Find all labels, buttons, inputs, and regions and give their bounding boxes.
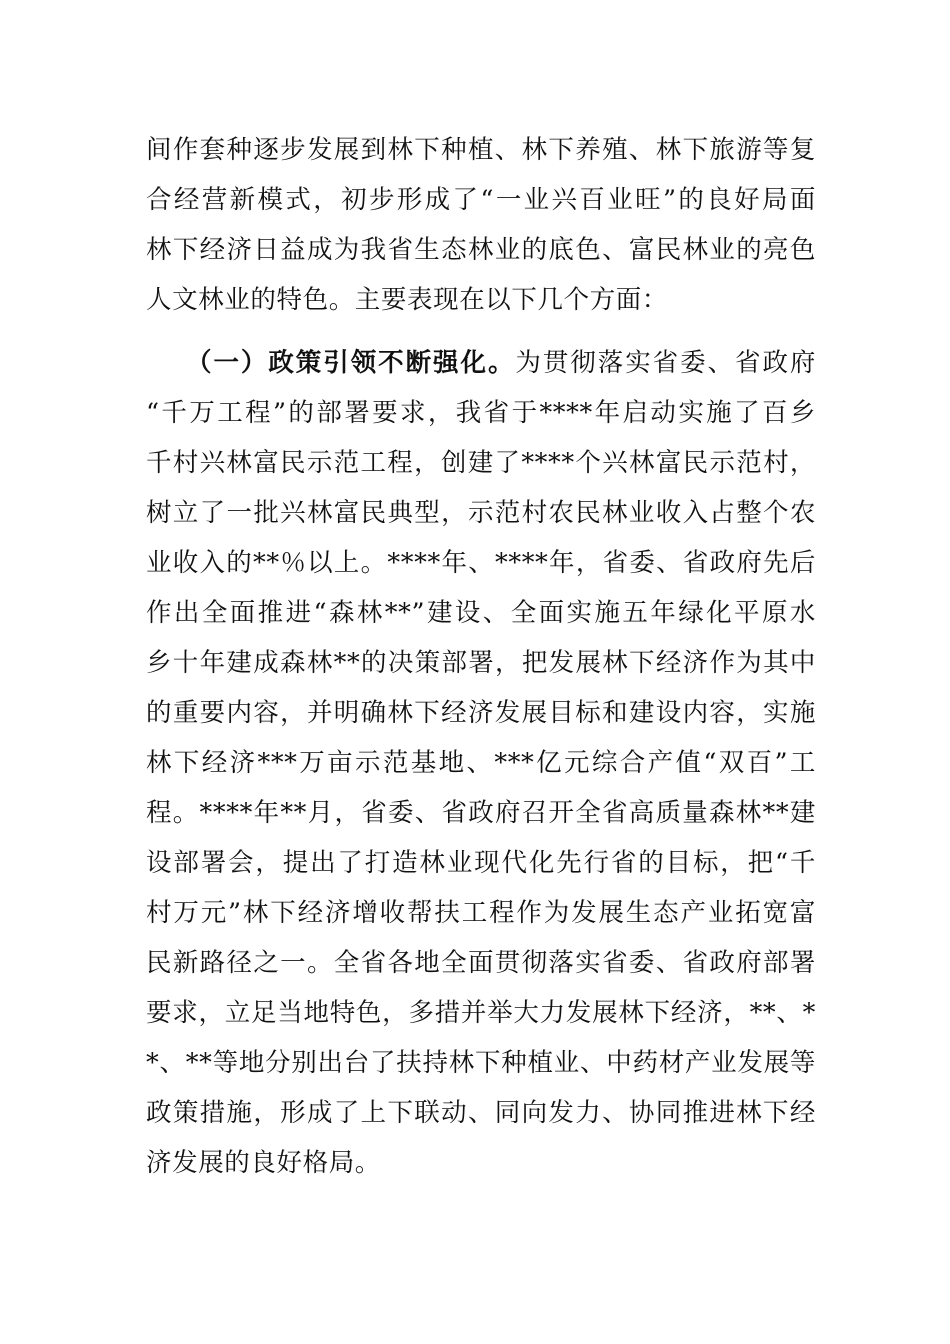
paragraph-1-line-1: 间作套种逐步发展到林下种植、林下养殖、林下旅游等复	[146, 135, 816, 165]
paragraph-2-line-6: 作出全面推进“森林**”建设、全面实施五年绿化平原水	[146, 598, 816, 628]
paragraph-2-line-7: 乡十年建成森林**的决策部署，把发展林下经济作为其中	[146, 648, 816, 678]
paragraph-2-line-15: *、**等地分别出台了扶持林下种植业、中药材产业发展等	[146, 1048, 816, 1078]
paragraph-2-line-13: 民新路径之一。全省各地全面贯彻落实省委、省政府部署	[146, 948, 816, 978]
paragraph-2-line-2: “千万工程”的部署要求，我省于****年启动实施了百乡	[146, 398, 816, 428]
paragraph-2-line-1-text: 为贯彻落实省委、省政府	[515, 348, 817, 378]
paragraph-2-line-4: 树立了一批兴林富民典型，示范村农民林业收入占整个农	[146, 498, 816, 528]
paragraph-2-line-9: 林下经济***万亩示范基地、***亿元综合产值“双百”工	[146, 748, 816, 778]
paragraph-2-line-17: 济发展的良好格局。	[146, 1148, 381, 1178]
paragraph-2-line-3: 千村兴林富民示范工程，创建了****个兴林富民示范村，	[146, 448, 816, 478]
paragraph-2-line-1	[186, 345, 816, 381]
paragraph-2-line-16: 政策措施，形成了上下联动、同向发力、协同推进林下经	[146, 1098, 816, 1128]
section-heading: （一）政策引领不断强化。	[186, 348, 516, 378]
paragraph-2-line-10: 程。****年**月，省委、省政府召开全省高质量森林**建	[146, 798, 816, 828]
paragraph-1-line-4: 人文林业的特色。主要表现在以下几个方面：	[146, 285, 669, 315]
paragraph-1-line-3: 林下经济日益成为我省生态林业的底色、富民林业的亮色	[146, 235, 816, 265]
paragraph-2-line-14: 要求，立足当地特色，多措并举大力发展林下经济，**、*	[146, 998, 816, 1028]
paragraph-1-line-2: 合经营新模式，初步形成了“一业兴百业旺”的良好局面	[146, 185, 816, 215]
paragraph-2-line-5: 业收入的**％以上。****年、****年，省委、省政府先后	[146, 548, 816, 578]
paragraph-2-line-11: 设部署会，提出了打造林业现代化先行省的目标，把“千	[146, 848, 816, 878]
paragraph-2-line-12: 村万元”林下经济增收帮扶工程作为发展生态产业拓宽富	[146, 898, 816, 928]
paragraph-2-line-8: 的重要内容，并明确林下经济发展目标和建设内容，实施	[146, 698, 816, 728]
